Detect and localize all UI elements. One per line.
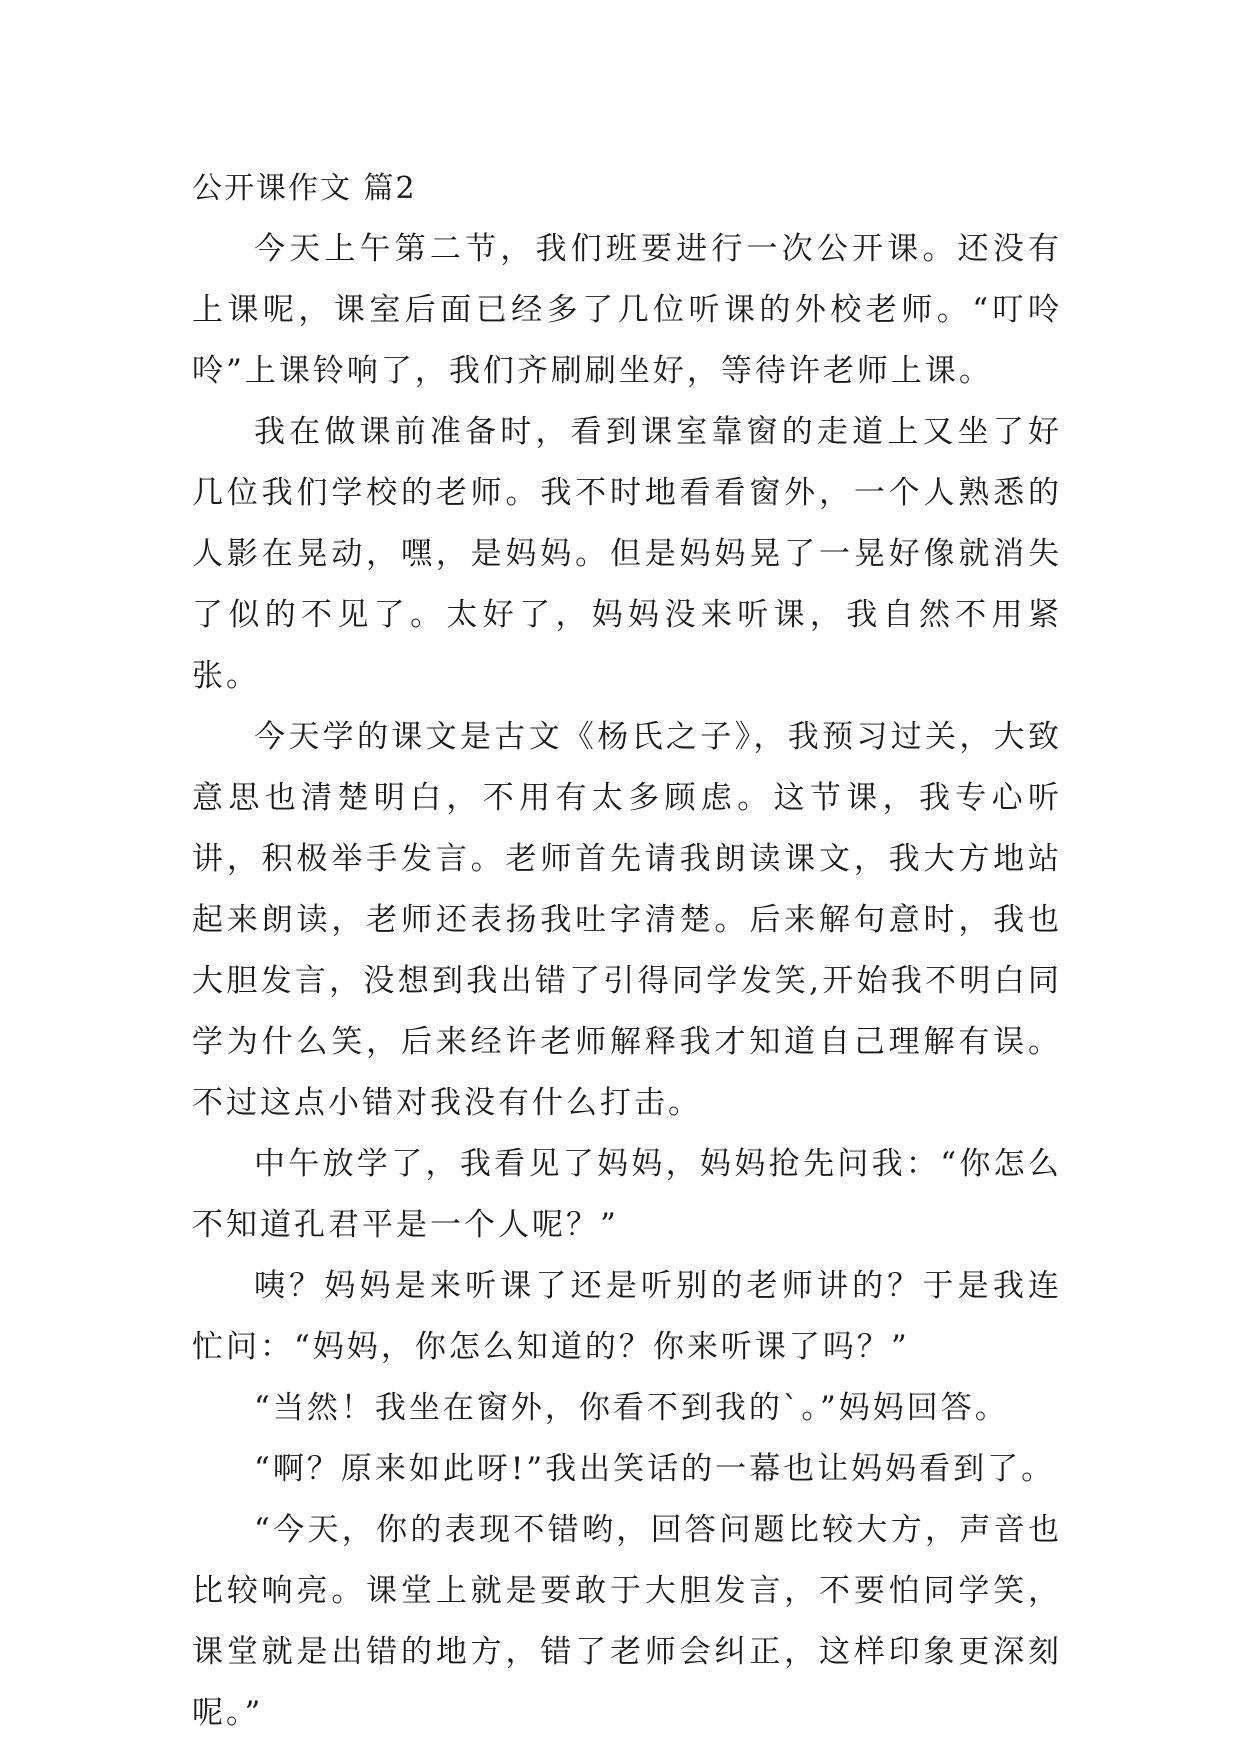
paragraph-6: “当然！我坐在窗外，你看不到我的`。”妈妈回答。 <box>254 1390 1009 1426</box>
paragraph-3: 今天学的课文是古文《杨氏之子》，我预习过关，大致意思也清楚明白，不用有太多顾虑。这节课，我专心听讲，积极举手发言。老师首先请我朗读课文，我大方地站起来朗读，老师还表扬我吐字清楚。后来解句意时，我也大胆发言，没想到我出错了引得同学发笑,开始我不明白同学为什么笑，后来经许老师解释我才知道自己理解有误。不过这点小错对我没有什么打击。 <box>192 719 1062 1121</box>
paragraph-7: “啊？原来如此呀!”我出笑话的一幕也让妈妈看到了。 <box>254 1451 1056 1487</box>
paragraph-5: 咦？妈妈是来听课了还是听别的老师讲的？于是我连忙问：“妈妈，你怎么知道的？你来听课了吗？” <box>192 1268 1062 1365</box>
paragraph-2: 我在做课前准备时，看到课室靠窗的走道上又坐了好几位我们学校的老师。我不时地看看窗外，一个人熟悉的人影在晃动，嘿，是妈妈。但是妈妈晃了一晃好像就消失了似的不见了。太好了，妈妈没来听课，我自然不用紧张。 <box>192 414 1062 694</box>
essay-body <box>192 158 1062 1744</box>
paragraph-1: 今天上午第二节，我们班要进行一次公开课。还没有上课呢，课室后面已经多了几位听课的外校老师。“叮呤呤”上课铃响了，我们齐刷刷坐好，等待许老师上课。 <box>192 231 1062 389</box>
paragraph-4: 中午放学了，我看见了妈妈，妈妈抢先问我：“你怎么不知道孔君平是一个人呢？” <box>192 1146 1062 1243</box>
essay-title: 公开课作文 篇2 <box>192 171 417 206</box>
paragraph-8: “今天，你的表现不错哟，回答问题比较大方，声音也比较响亮。课堂上就是要敢于大胆发言，不要怕同学笑，课堂就是出错的地方，错了老师会纠正，这样印象更深刻呢。” <box>192 1512 1062 1731</box>
